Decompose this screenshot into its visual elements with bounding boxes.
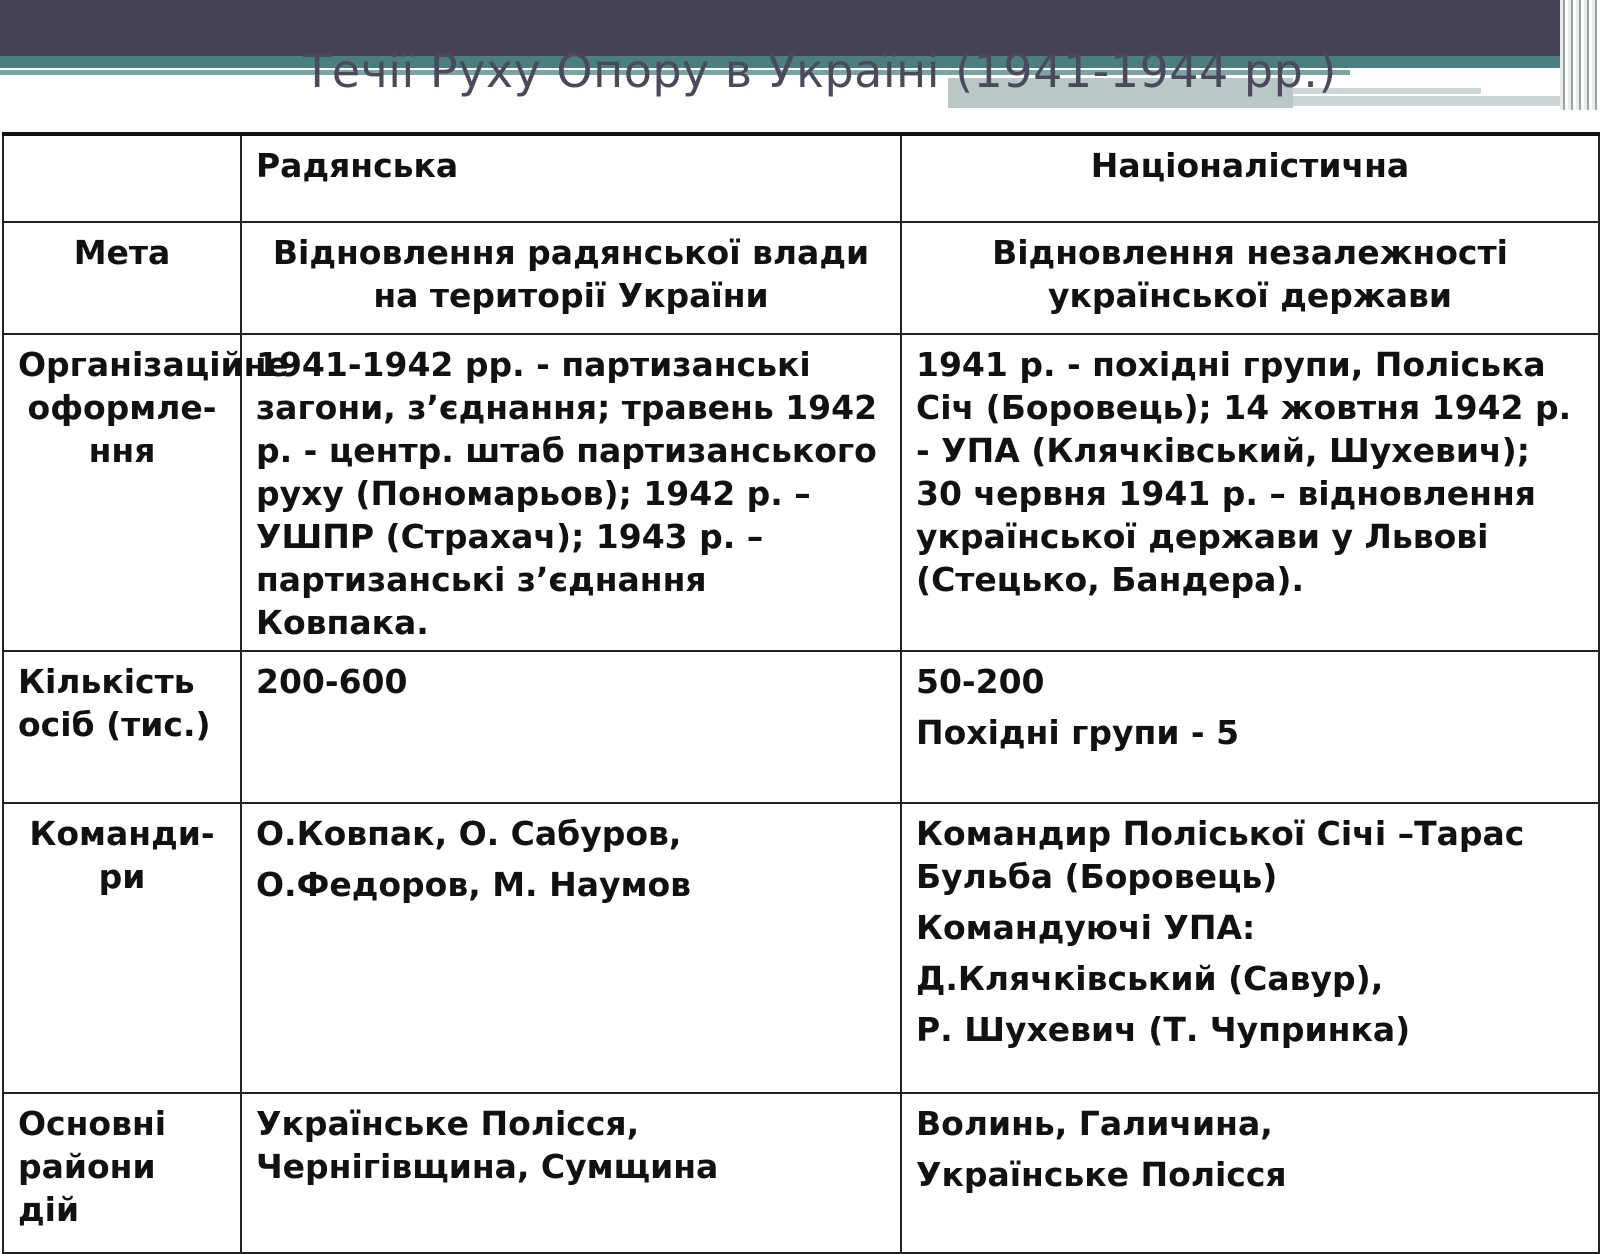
table-row: [3, 803, 1599, 1093]
cell-soviet: [241, 651, 901, 803]
cell-text: Відновлення незалежності української держави: [992, 233, 1508, 315]
page-title: Течії Руху Опору в Україні (1941-1944 рр.): [303, 44, 1337, 98]
cell-nationalist: [901, 1093, 1599, 1253]
table-header-row: [3, 134, 1599, 222]
cell-text: Відновлення радянської влади на території України: [272, 233, 870, 315]
header-cell-nationalist: Націоналістична: [901, 134, 1599, 222]
cell-nationalist: [901, 334, 1599, 651]
cell-text: 50-200: [916, 662, 1045, 701]
cell-soviet: [241, 803, 901, 1093]
cell-text: Д.Клячківський (Савур),: [916, 959, 1384, 998]
cell-text: Командир Поліської Січі –Тарас Бульба (Боровець): [916, 814, 1525, 896]
cell-text: 1941 р. - похідні групи, Поліська Січ (Боровець); 14 жовтня 1942 р. - УПА (Клячківський, Шухевич); 30 червня 1941 р. – відновлення української держави у Львові (Стецько, Бандера).: [916, 345, 1572, 599]
table-row: [3, 334, 1599, 651]
cell-text: 200-600: [256, 662, 408, 701]
cell-text: Командуючі УПА:: [916, 908, 1256, 947]
cell-nationalist: [901, 651, 1599, 803]
cell-text: Українське Полісся, Чернігівщина, Сумщина: [256, 1104, 719, 1186]
header-cell-empty: [3, 134, 241, 222]
cell-nationalist: [901, 222, 1599, 334]
table-row: [3, 1093, 1599, 1253]
comparison-table: [2, 132, 1600, 1254]
cell-text: 1941-1942 рр. - партизанські загони, з’єднання; травень 1942 р. - центр. штаб партизанського руху (Пономарьов); 1942 р. – УШПР (Страхач); 1943 р. – партизанські з’єднання Ковпака.: [256, 345, 878, 642]
row-label: Мета: [3, 222, 241, 334]
header-cell-soviet: Радянська: [241, 134, 901, 222]
cell-soviet: [241, 1093, 901, 1253]
cell-soviet: [241, 334, 901, 651]
cell-text: Р. Шухевич (Т. Чупринка): [916, 1010, 1411, 1049]
row-label: Організаційне оформле-ння: [3, 334, 241, 651]
cell-text: О.Ковпак, О. Сабуров,: [256, 814, 682, 853]
cell-text: О.Федоров, М. Наумов: [256, 865, 692, 904]
row-label: Кількість осіб (тис.): [3, 651, 241, 803]
table-row: [3, 222, 1599, 334]
row-label: Основні райони дій: [3, 1093, 241, 1253]
cell-nationalist: [901, 803, 1599, 1093]
cell-text: Похідні групи - 5: [916, 713, 1240, 752]
row-label: Команди-ри: [3, 803, 241, 1093]
cell-text: Волинь, Галичина,: [916, 1104, 1273, 1143]
cell-soviet: [241, 222, 901, 334]
table-row: [3, 651, 1599, 803]
cell-text: Українське Полісся: [916, 1155, 1287, 1194]
